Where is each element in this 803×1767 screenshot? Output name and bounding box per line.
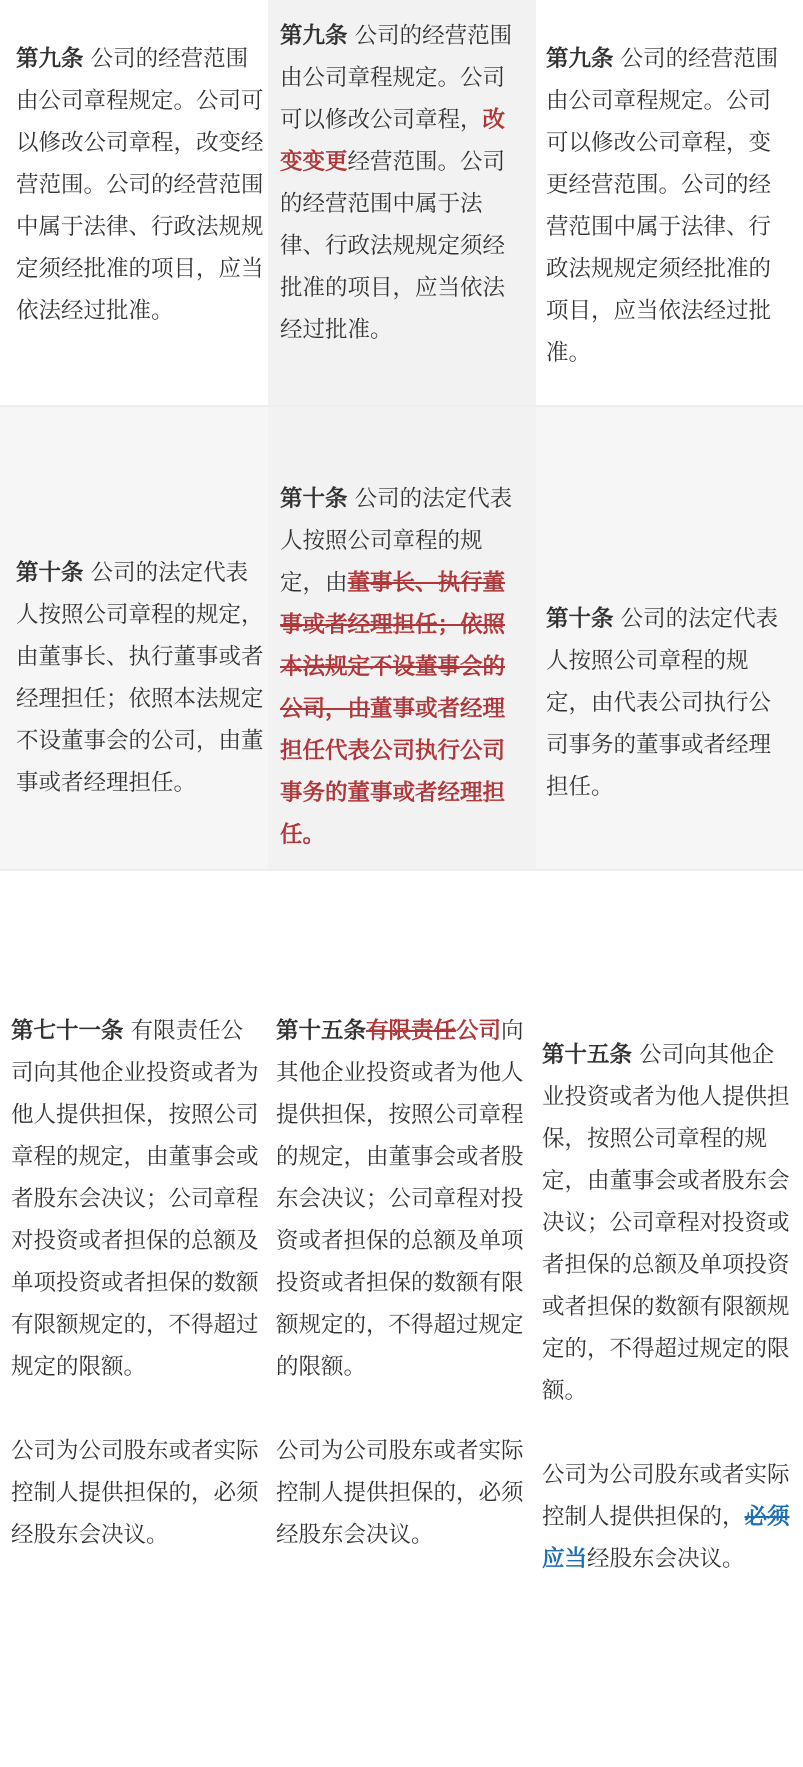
- body-text: 公司的经营范围由公司章程规定。公司可以修改公司章程，变更经营范围。公司的经营范围中属于法律、行政法规规定须经批准的项目，应当依法经过批准。: [546, 46, 779, 366]
- paragraph: [16, 552, 264, 804]
- article-number: 第九条: [16, 46, 84, 72]
- article-number: 第十条: [546, 606, 614, 632]
- body-text: 公司为公司股东或者实际控制人提供担保的，必须经股东会决议。: [276, 1438, 524, 1548]
- paragraph: [546, 598, 790, 808]
- deleted-text: 必须: [744, 1504, 790, 1530]
- body-text: 公司的经营范围由公司章程规定。公司可以修改公司章程，改变经营范围。公司的经营范围中属于法律、行政法规规定须经批准的项目，应当依法经过批准。: [16, 46, 264, 324]
- body-text: 公司为公司股东或者实际控制人提供担保的，: [542, 1462, 790, 1530]
- paragraph: [542, 1034, 790, 1412]
- paragraph: [542, 1454, 790, 1580]
- article-number: 第十条: [280, 486, 348, 512]
- article-71-old: [11, 1010, 259, 1556]
- body-text: 公司的法定代表人按照公司章程的规定，由董事长、执行董事或者经理担任；依照本法规定不设董事会的公司，由董事或者经理担任。: [16, 560, 264, 796]
- article-number: 第十五条: [276, 1018, 367, 1044]
- body-text: 公司的法定代表人按照公司章程的规定，由: [280, 486, 513, 596]
- paragraph: [11, 1430, 259, 1556]
- article-10-new: [546, 598, 790, 808]
- paragraph: [280, 478, 524, 856]
- inserted-text: 应当: [542, 1546, 588, 1572]
- inserted-text: 公司: [456, 1018, 502, 1044]
- body-text: 经股东会决议。: [587, 1546, 745, 1572]
- article-9-old: [16, 38, 264, 332]
- paragraph: [11, 1010, 259, 1388]
- paragraph: [546, 38, 790, 374]
- body-text: 向其他企业投资或者为他人提供担保，按照公司章程的规定，由董事会或者股东会决议；公司章程对投资或者担保的总额及单项投资或者担保的数额有限额规定的，不得超过规定的限额。: [276, 1018, 524, 1380]
- body-text: 有限责任公司向其他企业投资或者为他人提供担保，按照公司章程的规定，由董事会或者股东会决议；公司章程对投资或者担保的总额及单项投资或者担保的数额有限额规定的，不得超过规定的限额。: [11, 1018, 259, 1380]
- article-number: 第十条: [16, 560, 84, 586]
- article-15-revision: [276, 1010, 524, 1556]
- paragraph: [16, 38, 264, 332]
- article-10-revision: [280, 478, 524, 856]
- paragraph: [280, 15, 524, 351]
- divider: [0, 405, 803, 407]
- article-15-new: [542, 1034, 790, 1580]
- deleted-text: 董事长、执行董事或者经理担任；依照本法规定不设董事会的公司，由: [280, 570, 506, 722]
- article-9-new: [546, 38, 790, 374]
- article-10-old: [16, 552, 264, 804]
- article-number: 第十五条: [542, 1042, 633, 1068]
- body-text: 公司向其他企业投资或者为他人提供担保，按照公司章程的规定，由董事会或者股东会决议；公司章程对投资或者担保的总额及单项投资或者担保的数额有限额规定的，不得超过规定的限额。: [542, 1042, 790, 1404]
- deleted-text: 有限责任: [366, 1018, 457, 1044]
- paragraph: [276, 1010, 524, 1388]
- article-9-revision: [280, 15, 524, 351]
- article-number: 第七十一条: [11, 1018, 124, 1044]
- body-text: 公司为公司股东或者实际控制人提供担保的，必须经股东会决议。: [11, 1438, 259, 1548]
- article-number: 第九条: [280, 23, 348, 49]
- body-text: 公司的经营范围由公司章程规定。公司可以修改公司章程，: [280, 23, 513, 133]
- inserted-text: 改变变更: [280, 107, 506, 175]
- inserted-text: 董事或者经理担任代表公司执行公司事务的董事或者经理担任。: [280, 696, 506, 848]
- body-text: 经营范围。公司的经营范围中属于法律、行政法规规定须经批准的项目，应当依法经过批准。: [280, 149, 506, 343]
- body-text: 公司的法定代表人按照公司章程的规定，由代表公司执行公司事务的董事或者经理担任。: [546, 606, 779, 800]
- divider: [0, 869, 803, 871]
- article-number: 第九条: [546, 46, 614, 72]
- paragraph: [276, 1430, 524, 1556]
